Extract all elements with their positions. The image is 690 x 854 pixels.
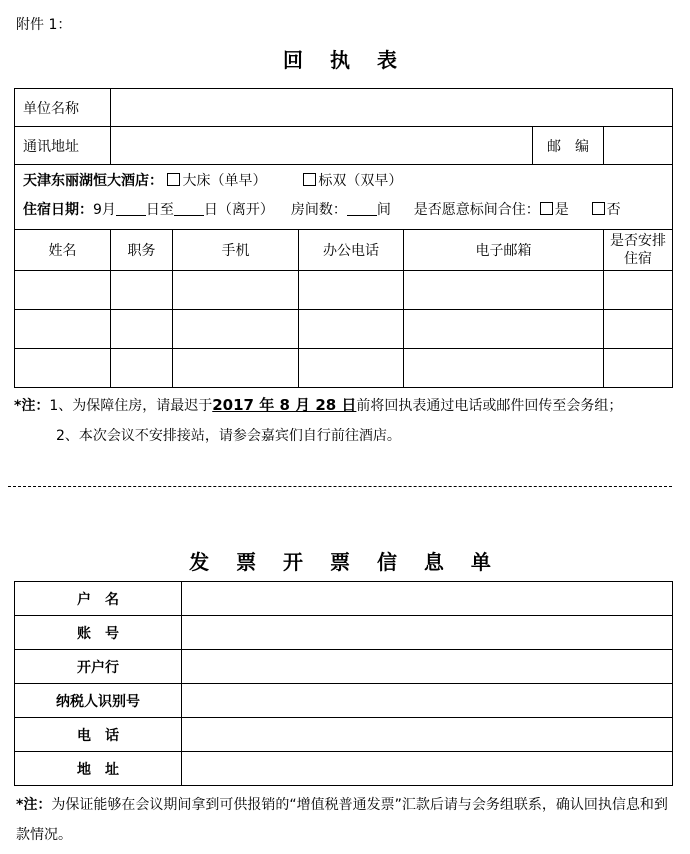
table-row bbox=[15, 310, 673, 349]
share-label: 是否愿意标间合住： bbox=[413, 202, 540, 218]
col-header-title: 职务 bbox=[111, 230, 173, 271]
option-twin-checkbox[interactable] bbox=[303, 173, 316, 186]
table-row bbox=[15, 718, 673, 752]
note1-part-a: 1、为保障住房，请最迟于 bbox=[49, 398, 213, 414]
note-prefix: *注： bbox=[14, 398, 50, 414]
table-row bbox=[15, 582, 673, 616]
unit-name-label: 单位名称 bbox=[15, 89, 111, 127]
invoice-label-account-name: 户 名 bbox=[15, 582, 182, 616]
cut-line-divider bbox=[8, 486, 672, 487]
arrive-day-blank[interactable] bbox=[116, 201, 146, 216]
invoice-note bbox=[16, 790, 676, 850]
attachment-label: 附件 1： bbox=[16, 17, 72, 33]
invoice-field-address[interactable] bbox=[182, 752, 673, 786]
invoice-table bbox=[14, 581, 673, 786]
invoice-field-account-number[interactable] bbox=[182, 616, 673, 650]
hotel-info-cell bbox=[15, 165, 673, 230]
stay-month: 9月 bbox=[93, 202, 116, 218]
postcode-label: 邮 编 bbox=[533, 127, 604, 165]
note1-part-b: 前将回执表通过电话或邮件回传至会务组； bbox=[356, 398, 623, 414]
address-label: 通讯地址 bbox=[15, 127, 111, 165]
col-header-office-phone: 办公电话 bbox=[299, 230, 404, 271]
share-yes-checkbox[interactable] bbox=[540, 202, 553, 215]
stay-to: 日（离开） bbox=[203, 202, 274, 218]
share-no-label: 否 bbox=[606, 202, 621, 218]
rooms-blank[interactable] bbox=[347, 201, 377, 216]
stay-date-label: 住宿日期： bbox=[23, 202, 93, 218]
unit-name-field[interactable] bbox=[111, 89, 673, 127]
col-header-email: 电子邮箱 bbox=[404, 230, 604, 271]
col-header-lodging: 是否安排住宿 bbox=[604, 230, 673, 271]
receipt-title: 回 执 表 bbox=[283, 48, 407, 72]
col-header-name: 姓名 bbox=[15, 230, 111, 271]
table-row bbox=[15, 650, 673, 684]
col-header-mobile: 手机 bbox=[173, 230, 299, 271]
table-row bbox=[15, 684, 673, 718]
note2: 2、本次会议不安排接站，请参会嘉宾们自行前往酒店。 bbox=[56, 428, 401, 444]
deadline-date: 2017 年 8 月 28 日 bbox=[212, 396, 357, 414]
option-king-checkbox[interactable] bbox=[167, 173, 180, 186]
option-king-label: 大床（单早） bbox=[182, 173, 267, 189]
invoice-title: 发 票 开 票 信 息 单 bbox=[189, 550, 501, 574]
invoice-label-phone: 电 话 bbox=[15, 718, 182, 752]
leave-day-blank[interactable] bbox=[174, 201, 204, 216]
invoice-label-account-number: 账 号 bbox=[15, 616, 182, 650]
invoice-label-address: 地 址 bbox=[15, 752, 182, 786]
table-row bbox=[15, 349, 673, 388]
option-twin-label: 标双（双早） bbox=[318, 173, 403, 189]
hotel-label: 天津东丽湖恒大酒店： bbox=[23, 173, 163, 189]
invoice-field-bank[interactable] bbox=[182, 650, 673, 684]
rooms-unit: 间 bbox=[376, 202, 391, 218]
receipt-notes bbox=[14, 390, 622, 451]
share-yes-label: 是 bbox=[554, 202, 569, 218]
invoice-field-tax-id[interactable] bbox=[182, 684, 673, 718]
invoice-label-tax-id: 纳税人识别号 bbox=[15, 684, 182, 718]
invoice-note-text: 为保证能够在会议期间拿到可供报销的“增值税普通发票”汇款后请与会务组联系，确认回执信息和到款情况。 bbox=[16, 797, 668, 843]
receipt-table bbox=[14, 88, 673, 388]
invoice-label-bank: 开户行 bbox=[15, 650, 182, 684]
table-row bbox=[15, 271, 673, 310]
stay-from: 日至 bbox=[145, 202, 174, 218]
share-no-checkbox[interactable] bbox=[592, 202, 605, 215]
table-row bbox=[15, 616, 673, 650]
invoice-field-phone[interactable] bbox=[182, 718, 673, 752]
address-field[interactable] bbox=[111, 127, 533, 165]
postcode-field[interactable] bbox=[604, 127, 673, 165]
table-row bbox=[15, 752, 673, 786]
invoice-field-account-name[interactable] bbox=[182, 582, 673, 616]
invoice-note-prefix: *注： bbox=[16, 797, 52, 813]
rooms-label: 房间数： bbox=[290, 202, 347, 218]
